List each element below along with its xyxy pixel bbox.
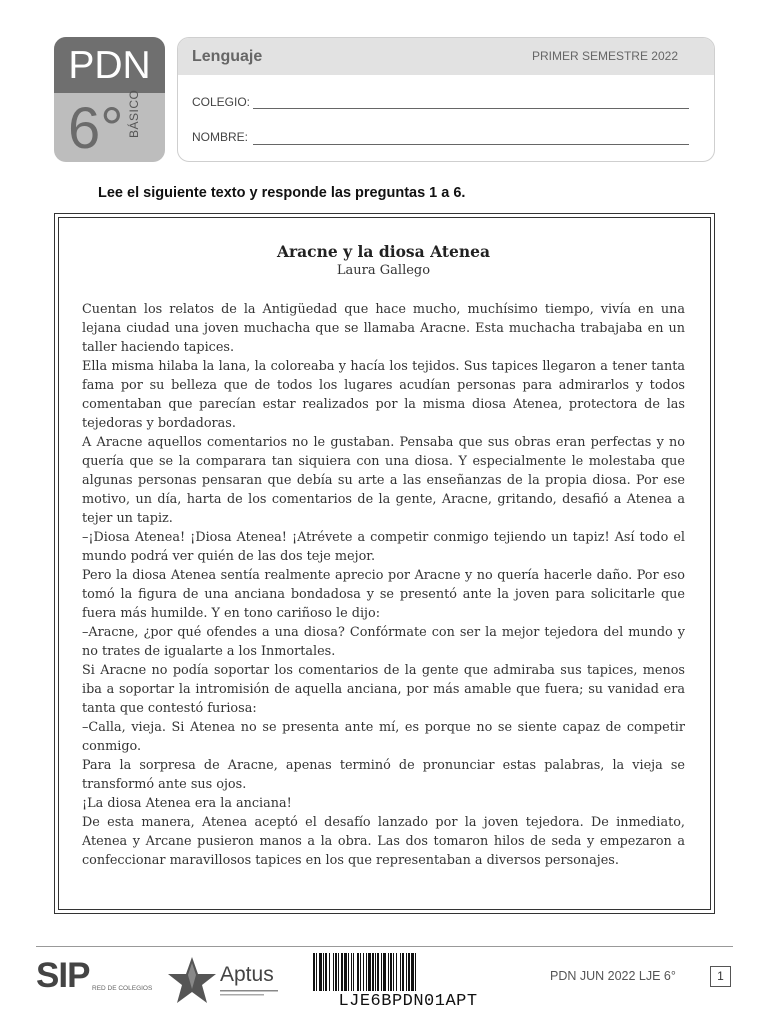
level-label-wrap: [127, 89, 175, 152]
level-label: BÁSICO: [127, 89, 141, 138]
barcode-number: LJE6BPDN01APT: [338, 992, 478, 1011]
instruction-text: Lee el siguiente texto y responde las preguntas 1 a 6.: [98, 185, 466, 201]
aptus-logo: [166, 955, 286, 1007]
story-paragraph: Cuentan los relatos de la Antigüedad que hace mucho, muchísimo tiempo, vivía en una lejana ciudad una joven muchacha que se llamaba Aracne. Esta muchacha trabajaba en un taller haciendo tapices.: [82, 302, 685, 355]
header-bar: [178, 38, 714, 75]
sip-logo: [36, 956, 156, 1000]
aptus-star-icon: [166, 955, 218, 1007]
aptus-tagline-icon: [220, 989, 280, 997]
name-field[interactable]: [253, 144, 689, 145]
grade-label: 6°: [68, 96, 124, 161]
story-paragraph: –¡Diosa Atenea! ¡Diosa Atenea! ¡Atrévete a competir conmigo tejiendo un tapiz! Así todo el mundo podrá ver quién de las dos teje mejor.: [82, 530, 685, 564]
story-paragraph: –Aracne, ¿por qué ofendes a una diosa? Confórmate con ser la mejor tejedora del mundo y no trates de igualarte a los Inmortales.: [82, 625, 685, 659]
story-paragraph: Ella misma hilaba la lana, la coloreaba y hacía los tejidos. Sus tapices llegaron a tener tanta fama por su belleza que de todos los lugares acudían personas para admirarlos y todos comentaban que parecían estar realizados por la misma diosa Atenea, protectora de las tejedoras y bordadoras.: [82, 359, 685, 431]
aptus-logo-text: Aptus: [220, 963, 274, 986]
story-paragraph: Para la sorpresa de Aracne, apenas terminó de pronunciar estas palabras, la vieja se transformó ante sus ojos.: [82, 758, 685, 792]
story-paragraph: ¡La diosa Atenea era la anciana!: [82, 796, 292, 811]
sip-logo-text: SIP: [36, 956, 90, 995]
name-label: NOMBRE:: [192, 130, 249, 144]
school-label: COLEGIO:: [192, 95, 251, 109]
header-form: [177, 37, 715, 162]
story-title: Aracne y la diosa Atenea: [276, 242, 491, 261]
page-number: 1: [710, 966, 731, 987]
sip-logo-subtitle: RED DE COLEGIOS: [92, 985, 153, 992]
story-paragraph: De esta manera, Atenea aceptó el desafío lanzado por la joven tejedora. De inmediato, Atenea y Arcane pusieron manos a la obra. Las dos tomaron hilos de seda y empezaron a confeccionar maravillosos tapices en los que representaban a diversos personajes.: [82, 815, 685, 868]
program-label: PDN: [54, 37, 165, 93]
story-body: [82, 300, 685, 870]
story-paragraph: A Aracne aquellos comentarios no le gustaban. Pensaba que sus obras eran perfectas y no quería que se la comparara tan siquiera con una diosa. Y especialmente le molestaba que algunas personas pensaran que debía su arte a las enseñanzas de la propia diosa. Por ese motivo, un día, harta de los comentarios de la gente, Aracne, gritando, desafió a Atenea a tejer un tapiz.: [82, 435, 685, 526]
story-paragraph: Si Aracne no podía soportar los comentarios de la gente que admiraba sus tapices, menos iba a soportar la intromisión de aquella anciana, por más amable que fuera; su vanidad era tanta que contestó furiosa:: [82, 663, 685, 716]
semester-label: PRIMER SEMESTRE 2022: [531, 49, 678, 63]
footer-divider: [36, 946, 733, 947]
school-field[interactable]: [253, 108, 689, 109]
story-author: Laura Gallego: [336, 263, 431, 278]
footer-code: PDN JUN 2022 LJE 6°: [550, 969, 676, 983]
barcode-icon: [313, 953, 503, 991]
story-paragraph: Pero la diosa Atenea sentía realmente aprecio por Aracne y no quería hacerle daño. Por eso tomó la figura de una anciana bondadosa y se presentó ante la joven para solicitarle que fuera más humilde. Y en tono cariñoso le dijo:: [82, 568, 685, 621]
subject-title: Lenguaje: [192, 48, 263, 65]
story-paragraph: –Calla, vieja. Si Atenea no se presenta ante mí, es porque no se siente capaz de competir conmigo.: [82, 720, 685, 754]
